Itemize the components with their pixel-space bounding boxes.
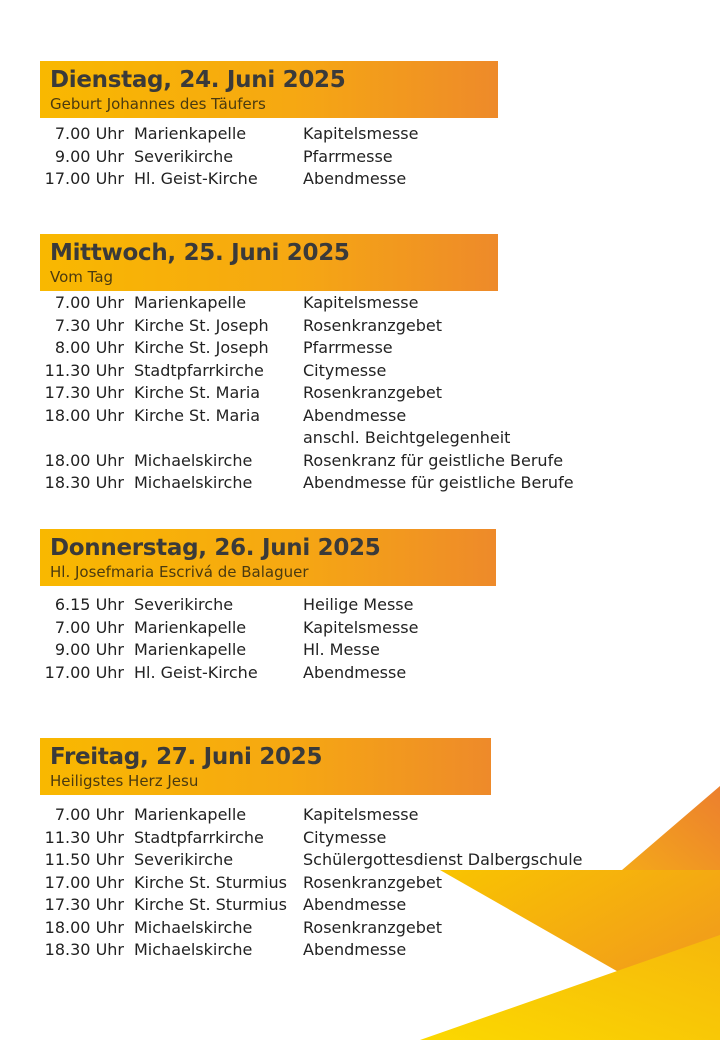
service-place: Marienkapelle [134, 805, 247, 824]
service-list [40, 804, 583, 962]
service-place: Michaelskirche [134, 450, 253, 470]
service-row [40, 382, 498, 405]
service-place: Marienkapelle [134, 640, 247, 659]
service-time: 9.00 Uhr [54, 640, 124, 659]
day-subtitle: Heiligstes Herz Jesu [50, 772, 199, 790]
service-place: Kirche St. Sturmius [134, 872, 288, 892]
service-row [40, 472, 574, 495]
service-time: 17.00 Uhr [44, 169, 124, 188]
service-type: Kapitelsmesse [303, 805, 419, 824]
service-type: Abendmesse [303, 405, 407, 425]
service-type: Rosenkranzgebet [303, 872, 442, 892]
service-row [40, 123, 498, 146]
service-place: Kirche St. Maria [134, 383, 261, 402]
service-row [40, 594, 496, 617]
service-place: Kirche St. Sturmius [134, 895, 288, 914]
service-time: 11.30 Uhr [44, 827, 124, 847]
day-subtitle: Hl. Josefmaria Escrivá de Balaguer [50, 563, 309, 581]
service-place: Severikirche [134, 850, 234, 869]
service-time: 17.00 Uhr [44, 872, 124, 892]
service-note: anschl. Beichtgelegenheit [303, 428, 511, 447]
service-time: 7.00 Uhr [54, 124, 124, 143]
service-row [40, 617, 496, 640]
service-row [40, 939, 491, 962]
service-row [40, 427, 511, 450]
service-type: Citymesse [303, 360, 387, 380]
service-place: Michaelskirche [134, 917, 253, 937]
service-type: Abendmesse für geistliche Berufe [303, 473, 574, 492]
service-row [40, 168, 498, 191]
service-place: Michaelskirche [134, 473, 253, 492]
service-type: Pfarrmesse [303, 338, 393, 357]
service-row [40, 639, 496, 662]
service-place: Michaelskirche [134, 940, 253, 959]
day-section-friday [40, 738, 583, 962]
service-type: Kapitelsmesse [303, 124, 419, 143]
service-row [40, 662, 496, 685]
service-time: 7.30 Uhr [54, 315, 124, 335]
service-row [40, 450, 564, 473]
day-header [40, 529, 496, 586]
service-time: 17.30 Uhr [44, 383, 124, 402]
service-time: 18.30 Uhr [44, 473, 124, 492]
service-place: Hl. Geist-Kirche [134, 662, 258, 682]
service-type: Hl. Messe [303, 640, 380, 659]
service-row [40, 872, 491, 895]
service-row [40, 894, 491, 917]
service-row [40, 849, 583, 872]
service-row [40, 804, 491, 827]
service-row [40, 827, 491, 850]
day-title: Dienstag, 24. Juni 2025 [50, 67, 346, 93]
service-type: Schülergottesdienst Dalbergschule [303, 850, 583, 869]
service-type: Rosenkranz für geistliche Berufe [303, 450, 564, 470]
deco-triangle-top [622, 786, 720, 870]
day-section-thursday [40, 529, 496, 684]
service-time: 7.00 Uhr [54, 805, 124, 824]
service-place: Kirche St. Maria [134, 405, 261, 425]
service-row [40, 360, 498, 383]
service-type: Pfarrmesse [303, 146, 393, 166]
service-row [40, 405, 498, 428]
service-list [40, 123, 498, 191]
service-time: 18.30 Uhr [44, 940, 124, 959]
service-time: 17.00 Uhr [44, 662, 124, 682]
day-subtitle: Vom Tag [50, 268, 114, 286]
service-place: Severikirche [134, 146, 234, 166]
service-type: Rosenkranzgebet [303, 917, 442, 937]
service-place: Stadtpfarrkirche [134, 827, 264, 847]
service-type: Kapitelsmesse [303, 293, 419, 312]
day-section-wednesday [40, 234, 574, 495]
day-subtitle: Geburt Johannes des Täufers [50, 95, 266, 113]
service-time: 11.30 Uhr [44, 360, 124, 380]
day-header [40, 61, 498, 118]
service-time: 18.00 Uhr [44, 917, 124, 937]
service-type: Abendmesse [303, 169, 407, 188]
service-type: Citymesse [303, 827, 387, 847]
day-title: Freitag, 27. Juni 2025 [50, 744, 323, 770]
service-type: Heilige Messe [303, 595, 414, 614]
service-place: Marienkapelle [134, 124, 247, 143]
service-type: Abendmesse [303, 940, 407, 959]
day-title: Donnerstag, 26. Juni 2025 [50, 535, 381, 561]
service-place: Severikirche [134, 595, 234, 614]
service-type: Rosenkranzgebet [303, 315, 442, 335]
service-type: Rosenkranzgebet [303, 383, 442, 402]
service-place: Marienkapelle [134, 617, 247, 637]
day-header [40, 738, 491, 795]
service-time: 8.00 Uhr [54, 338, 124, 357]
service-type: Abendmesse [303, 662, 407, 682]
service-time: 7.00 Uhr [54, 617, 124, 637]
service-place: Stadtpfarrkirche [134, 360, 264, 380]
service-time: 7.00 Uhr [54, 293, 124, 312]
service-time: 17.30 Uhr [44, 895, 124, 914]
service-time: 18.00 Uhr [44, 405, 124, 425]
service-list [40, 594, 496, 684]
service-time: 11.50 Uhr [44, 850, 124, 869]
service-list [40, 292, 574, 495]
service-time: 9.00 Uhr [54, 146, 124, 166]
service-time: 18.00 Uhr [44, 450, 124, 470]
service-place: Marienkapelle [134, 293, 247, 312]
service-row [40, 292, 498, 315]
day-section-tuesday [40, 61, 498, 191]
service-time: 6.15 Uhr [54, 595, 124, 614]
service-row [40, 917, 491, 940]
service-type: Abendmesse [303, 895, 407, 914]
service-row [40, 146, 498, 169]
service-place: Hl. Geist-Kirche [134, 169, 258, 188]
service-type: Kapitelsmesse [303, 617, 419, 637]
service-row [40, 315, 498, 338]
day-title: Mittwoch, 25. Juni 2025 [50, 240, 350, 266]
service-place: Kirche St. Joseph [134, 315, 269, 335]
day-header [40, 234, 498, 291]
service-place: Kirche St. Joseph [134, 338, 269, 357]
service-row [40, 337, 498, 360]
